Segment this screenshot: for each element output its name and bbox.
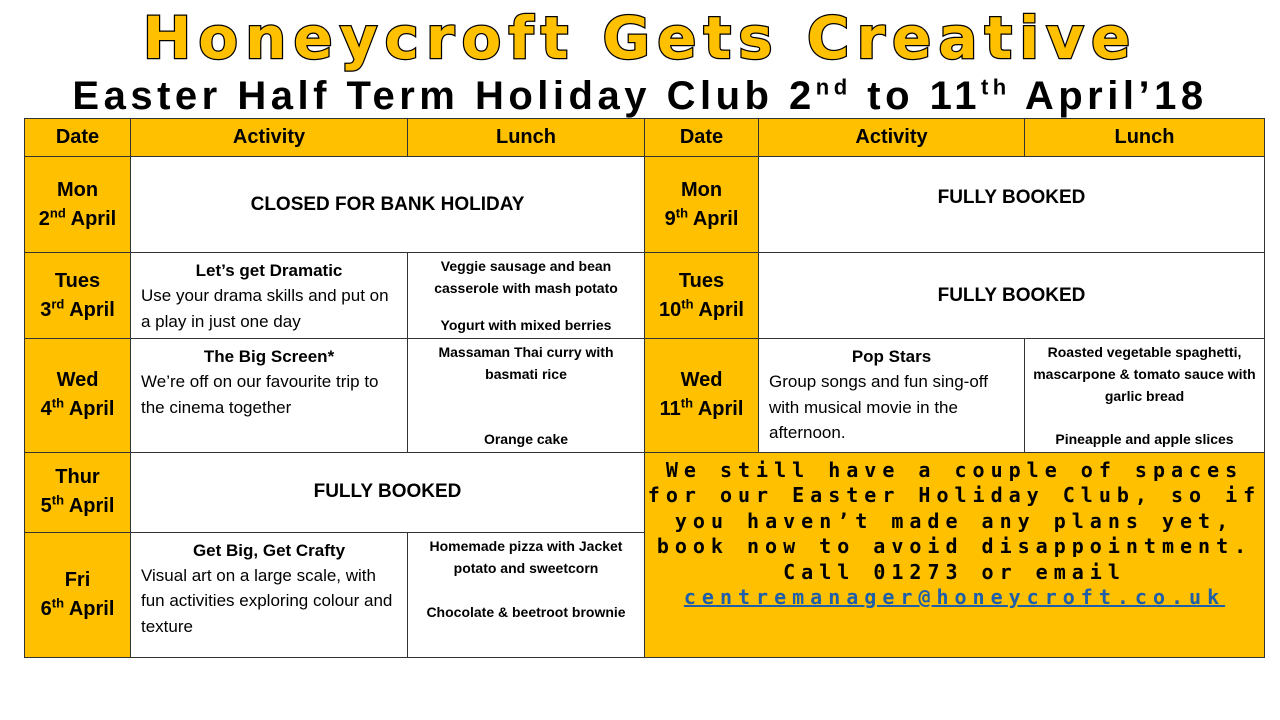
header-date: Date (645, 119, 759, 157)
date-number: 2 (38, 207, 50, 230)
day-label: Wed (680, 369, 723, 392)
date-number: 10 (659, 298, 682, 321)
date-suffix: nd (49, 204, 66, 220)
activity-description: Use your drama skills and put on a play in just one day (141, 286, 389, 331)
promo-call: Call 01273 or email (783, 559, 1126, 584)
activity-description: Visual art on a large scale, with fun activities exploring colour and texture (141, 565, 393, 636)
date-number: 6 (40, 597, 52, 620)
lunch-cell (408, 532, 645, 657)
lunch-main: Massaman Thai curry with basmati rice (438, 344, 614, 383)
date-month: April (64, 495, 115, 518)
header-lunch: Lunch (1025, 119, 1265, 157)
date-label (25, 395, 130, 424)
day-label: Wed (56, 369, 99, 392)
table-row (25, 339, 1265, 452)
date-month: April (64, 298, 115, 321)
date-suffix: rd (51, 296, 65, 312)
day-label: Tues (54, 269, 101, 292)
day-label: Mon (56, 178, 99, 201)
header-lunch: Lunch (408, 119, 645, 157)
date-cell (25, 339, 131, 452)
activity-description: Group songs and fun sing-off with musical movie in the afternoon. (769, 372, 988, 443)
date-cell (25, 452, 131, 532)
date-cell (25, 532, 131, 657)
subtitle-suffix: th (980, 74, 1011, 100)
email-link[interactable]: centremanager@honeycroft.co.uk (683, 585, 1226, 610)
subtitle-suffix: nd (815, 74, 852, 100)
lunch-dessert: Orange cake (483, 430, 569, 447)
date-label (25, 296, 130, 325)
subtitle-text: April’18 (1010, 74, 1208, 118)
date-month: April (693, 298, 744, 321)
header-row (25, 119, 1265, 157)
activity-title: Pop Stars (851, 347, 932, 367)
date-number: 5 (40, 495, 52, 518)
date-label (25, 205, 130, 234)
activity-cell (131, 253, 408, 339)
date-suffix: th (51, 395, 65, 411)
fully-booked-notice: FULLY BOOKED (131, 452, 645, 532)
date-suffix: th (51, 595, 65, 611)
date-number: 11 (659, 398, 681, 421)
lunch-main: Homemade pizza with Jacket potato and sweetcorn (429, 537, 623, 576)
date-number: 3 (40, 298, 52, 321)
activity-cell (759, 339, 1025, 452)
fully-booked-notice: FULLY BOOKED (759, 157, 1265, 253)
date-label (25, 595, 130, 624)
date-suffix: th (675, 204, 689, 220)
promo-message (645, 453, 1264, 611)
lunch-dessert: Yogurt with mixed berries (440, 317, 612, 334)
date-month: April (65, 207, 117, 230)
date-cell (25, 253, 131, 339)
subtitle-text: to 11 (851, 74, 981, 118)
lunch-cell (1025, 339, 1265, 452)
activity-cell (131, 532, 408, 657)
date-cell (645, 157, 759, 253)
lunch-main: Veggie sausage and bean casserole with mash potato (434, 258, 618, 297)
activity-cell (131, 339, 408, 452)
date-suffix: th (680, 395, 694, 411)
date-label (645, 395, 758, 424)
lunch-cell (408, 339, 645, 452)
date-label (645, 205, 758, 234)
day-label: Fri (64, 568, 91, 591)
closed-notice: CLOSED FOR BANK HOLIDAY (131, 157, 645, 253)
activity-description: We’re off on our favourite trip to the cinema together (141, 372, 379, 417)
page-subtitle (0, 72, 1280, 120)
activity-title: The Big Screen* (203, 347, 335, 367)
page-title: Honeycroft Gets Creative (142, 4, 1138, 72)
day-label: Thur (55, 466, 100, 489)
header-activity: Activity (759, 119, 1025, 157)
header-activity: Activity (131, 119, 408, 157)
date-suffix: th (681, 296, 694, 312)
date-cell (645, 253, 759, 339)
day-label: Tues (678, 269, 725, 292)
date-label (25, 492, 130, 521)
subtitle-text: Easter Half Term Holiday Club 2 (72, 74, 816, 118)
activity-title: Let’s get Dramatic (195, 261, 343, 281)
header-date: Date (25, 119, 131, 157)
lunch-dessert: Pineapple and apple slices (1055, 430, 1234, 447)
promo-body: We still have a couple of spaces for our Easter Holiday Club, so if you haven’t made any plans yet, book now to avoid disappointment. (647, 457, 1262, 559)
schedule-table (24, 118, 1265, 658)
date-cell (25, 157, 131, 253)
lunch-cell (408, 253, 645, 339)
table-row (25, 157, 1265, 253)
lunch-main: Roasted vegetable spaghetti, mascarpone & tomato sauce with garlic bread (1033, 344, 1256, 405)
date-month: April (64, 597, 115, 620)
date-suffix: th (51, 492, 65, 508)
date-number: 4 (40, 398, 52, 421)
date-number: 9 (664, 207, 676, 230)
day-label: Mon (680, 178, 723, 201)
fully-booked-notice: FULLY BOOKED (759, 253, 1265, 339)
date-month: April (64, 398, 115, 421)
date-month: April (693, 398, 744, 421)
table-row (25, 452, 1265, 532)
promo-box (645, 452, 1265, 657)
lunch-dessert: Chocolate & beetroot brownie (426, 603, 626, 620)
activity-title: Get Big, Get Crafty (192, 540, 346, 560)
table-row (25, 253, 1265, 339)
date-cell (645, 339, 759, 452)
date-label (645, 296, 758, 325)
date-month: April (688, 207, 739, 230)
